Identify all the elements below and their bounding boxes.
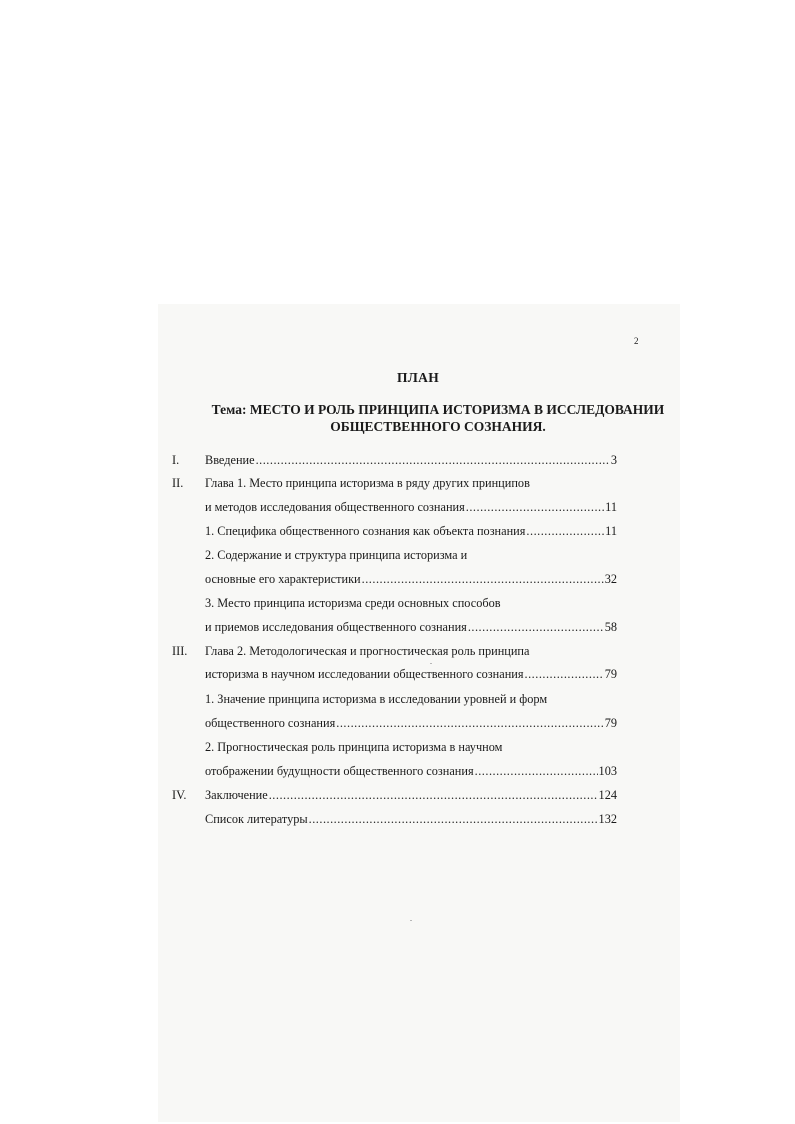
toc-entry-page: 124 <box>598 788 617 802</box>
dot-leader <box>526 522 604 540</box>
toc-entry-1-1 <box>205 522 617 540</box>
toc-entry-page: 58 <box>604 620 617 634</box>
toc-entry-text: Заключение <box>205 788 268 802</box>
document-title: ПЛАН <box>396 370 439 385</box>
toc-entry-page: 79 <box>604 667 617 681</box>
section-numeral-4: IV. <box>172 788 187 802</box>
toc-entry-text: 1. Специфика общественного сознания как объекта познания <box>205 524 526 538</box>
toc-entry-page: 132 <box>598 812 617 826</box>
toc-entry-page: 32 <box>604 572 617 586</box>
toc-entry-chapter-1 <box>205 474 617 492</box>
toc-entry-page: 103 <box>598 764 617 778</box>
toc-entry-2-1 <box>205 690 617 708</box>
dot-leader <box>256 451 610 469</box>
toc-entry-introduction <box>205 451 617 469</box>
dot-leader <box>466 498 604 516</box>
toc-entry-2-2-cont <box>205 762 617 780</box>
subject-line-2: ОБЩЕСТВЕННОГО СОЗНАНИЯ. <box>330 419 546 434</box>
toc-entry-1-2 <box>205 546 617 564</box>
toc-entry-1-3 <box>205 594 617 612</box>
toc-entry-2-2 <box>205 738 617 756</box>
toc-entry-text: 1. Значение принципа историзма в исследовании уровней и форм <box>205 692 548 706</box>
toc-entry-text: 2. Содержание и структура принципа историзма и <box>205 548 468 562</box>
toc-entry-text: Список литературы <box>205 812 308 826</box>
scan-speck <box>410 920 412 921</box>
toc-entry-page: 11 <box>605 524 617 538</box>
toc-entry-chapter-2 <box>205 642 617 660</box>
toc-entry-text: общественного сознания <box>205 716 336 730</box>
dot-leader <box>269 786 598 804</box>
scan-speck <box>430 663 432 664</box>
toc-entry-text: 3. Место принципа историзма среди основных способов <box>205 596 501 610</box>
toc-entry-1-2-cont <box>205 570 617 588</box>
toc-entry-conclusion <box>205 786 617 804</box>
toc-entry-text: Введение <box>205 453 255 467</box>
toc-entry-chapter-1-cont <box>205 498 617 516</box>
toc-entry-chapter-2-cont <box>205 665 617 683</box>
toc-entry-page: 11 <box>605 500 617 514</box>
toc-entry-1-3-cont <box>205 618 617 636</box>
section-numeral-2: II. <box>172 476 184 490</box>
dot-leader <box>525 665 604 683</box>
subject-line-1: Тема: МЕСТО И РОЛЬ ПРИНЦИПА ИСТОРИЗМА В ИССЛЕДОВАНИИ <box>211 402 665 417</box>
toc-entry-text: отображении будущности общественного сознания <box>205 764 474 778</box>
page-number: 2 <box>634 336 639 346</box>
toc-entry-text: и методов исследования общественного сознания <box>205 500 465 514</box>
dot-leader <box>362 570 604 588</box>
toc-entry-page: 3 <box>610 453 617 467</box>
toc-entry-bibliography <box>205 810 617 828</box>
toc-entry-2-1-cont <box>205 714 617 732</box>
dot-leader <box>475 762 598 780</box>
section-numeral-1: I. <box>172 453 180 467</box>
toc-entry-text: основные его характеристики <box>205 572 361 586</box>
toc-entry-text: и приемов исследования общественного сознания <box>205 620 467 634</box>
section-numeral-3: III. <box>172 644 188 658</box>
dot-leader <box>309 810 598 828</box>
dot-leader <box>468 618 604 636</box>
toc-entry-text: 2. Прогностическая роль принципа историзма в научном <box>205 740 503 754</box>
toc-entry-text: Глава 2. Методологическая и прогностическая роль принципа <box>205 644 530 658</box>
dot-leader <box>336 714 603 732</box>
toc-entry-text: историзма в научном исследовании общественного сознания <box>205 667 524 681</box>
toc-entry-text: Глава 1. Место принципа историзма в ряду других принципов <box>205 476 530 490</box>
toc-entry-page: 79 <box>604 716 617 730</box>
